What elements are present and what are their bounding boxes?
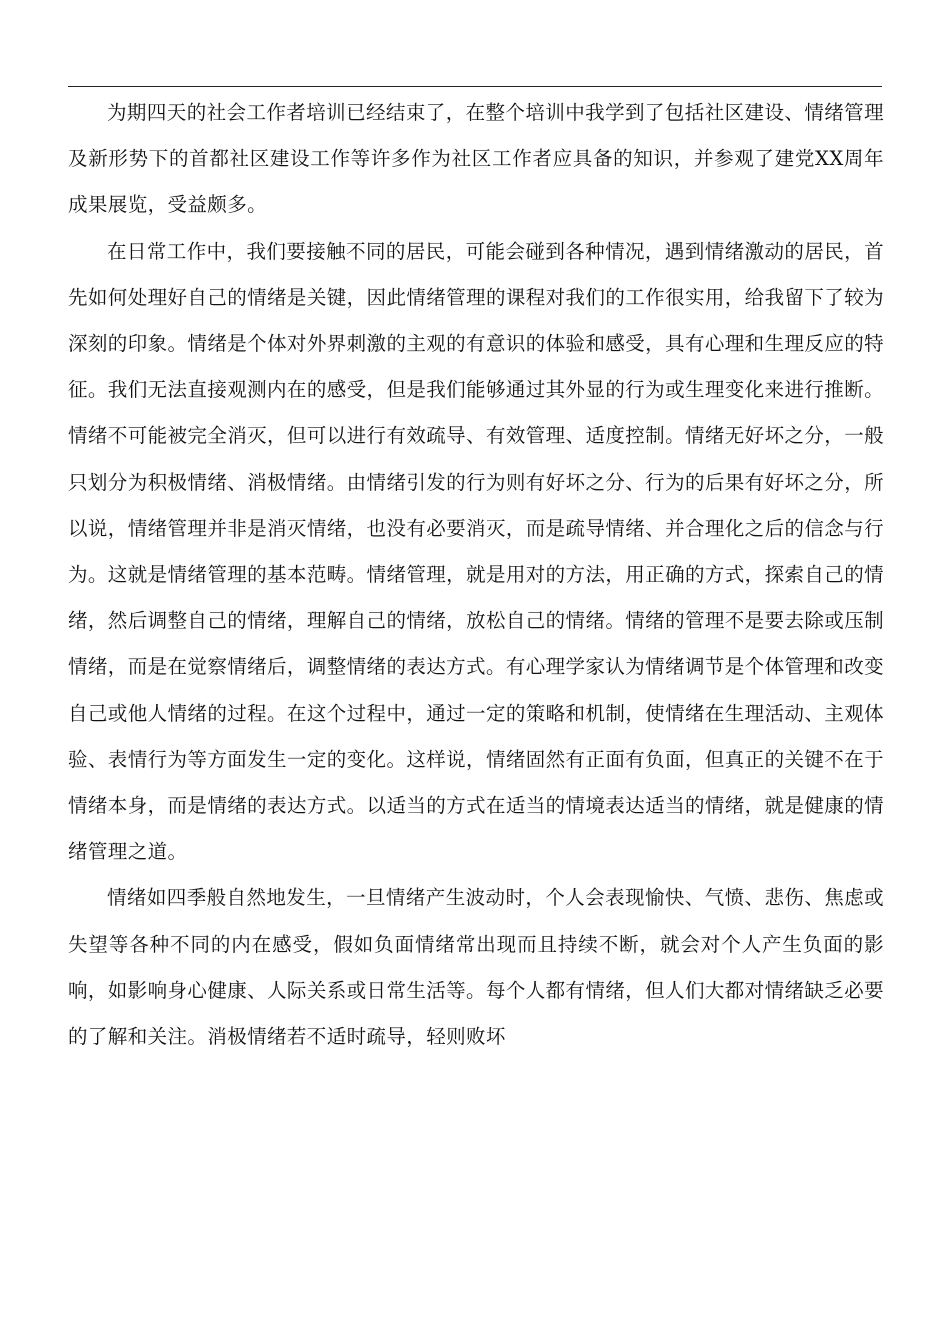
paragraph-3: 情绪如四季般自然地发生，一旦情绪产生波动时，个人会表现愉快、气愤、悲伤、焦虑或失望等各种不同的内在感受，假如负面情绪常出现而且持续不断，就会对个人产生负面的影响，如影响身心健康、人际关系或日常生活等。每个人都有情绪，但人们大都对情绪缺乏必要的了解和关注。消极情绪若不适时疏导，轻则败坏 [68, 886, 884, 1049]
header-rule [68, 86, 882, 87]
document-body [68, 90, 884, 1060]
paragraph-2: 在日常工作中，我们要接触不同的居民，可能会碰到各种情况，遇到情绪激动的居民，首先如何处理好自己的情绪是关键，因此情绪管理的课程对我们的工作很实用，给我留下了较为深刻的印象。情绪是个体对外界刺激的主观的有意识的体验和感受，具有心理和生理反应的特征。我们无法直接观测内在的感受，但是我们能够通过其外显的行为或生理变化来进行推断。情绪不可能被完全消灭，但可以进行有效疏导、有效管理、适度控制。情绪无好坏之分，一般只划分为积极情绪、消极情绪。由情绪引发的行为则有好坏之分、行为的后果有好坏之分，所以说，情绪管理并非是消灭情绪，也没有必要消灭，而是疏导情绪、并合理化之后的信念与行为。这就是情绪管理的基本范畴。情绪管理，就是用对的方法，用正确的方式，探索自己的情绪，然后调整自己的情绪，理解自己的情绪，放松自己的情绪。情绪的管理不是要去除或压制情绪，而是在觉察情绪后，调整情绪的表达方式。有心理学家认为情绪调节是个体管理和改变自己或他人情绪的过程。在这个过程中，通过一定的策略和机制，使情绪在生理活动、主观体验、表情行为等方面发生一定的变化。这样说，情绪固然有正面有负面，但真正的关键不在于情绪本身，而是情绪的表达方式。以适当的方式在适当的情境表达适当的情绪，就是健康的情绪管理之道。 [68, 239, 884, 864]
paragraph-1: 为期四天的社会工作者培训已经结束了，在整个培训中我学到了包括社区建设、情绪管理及新形势下的首都社区建设工作等许多作为社区工作者应具备的知识，并参观了建党XX周年成果展览，受益颇多。 [68, 101, 884, 217]
